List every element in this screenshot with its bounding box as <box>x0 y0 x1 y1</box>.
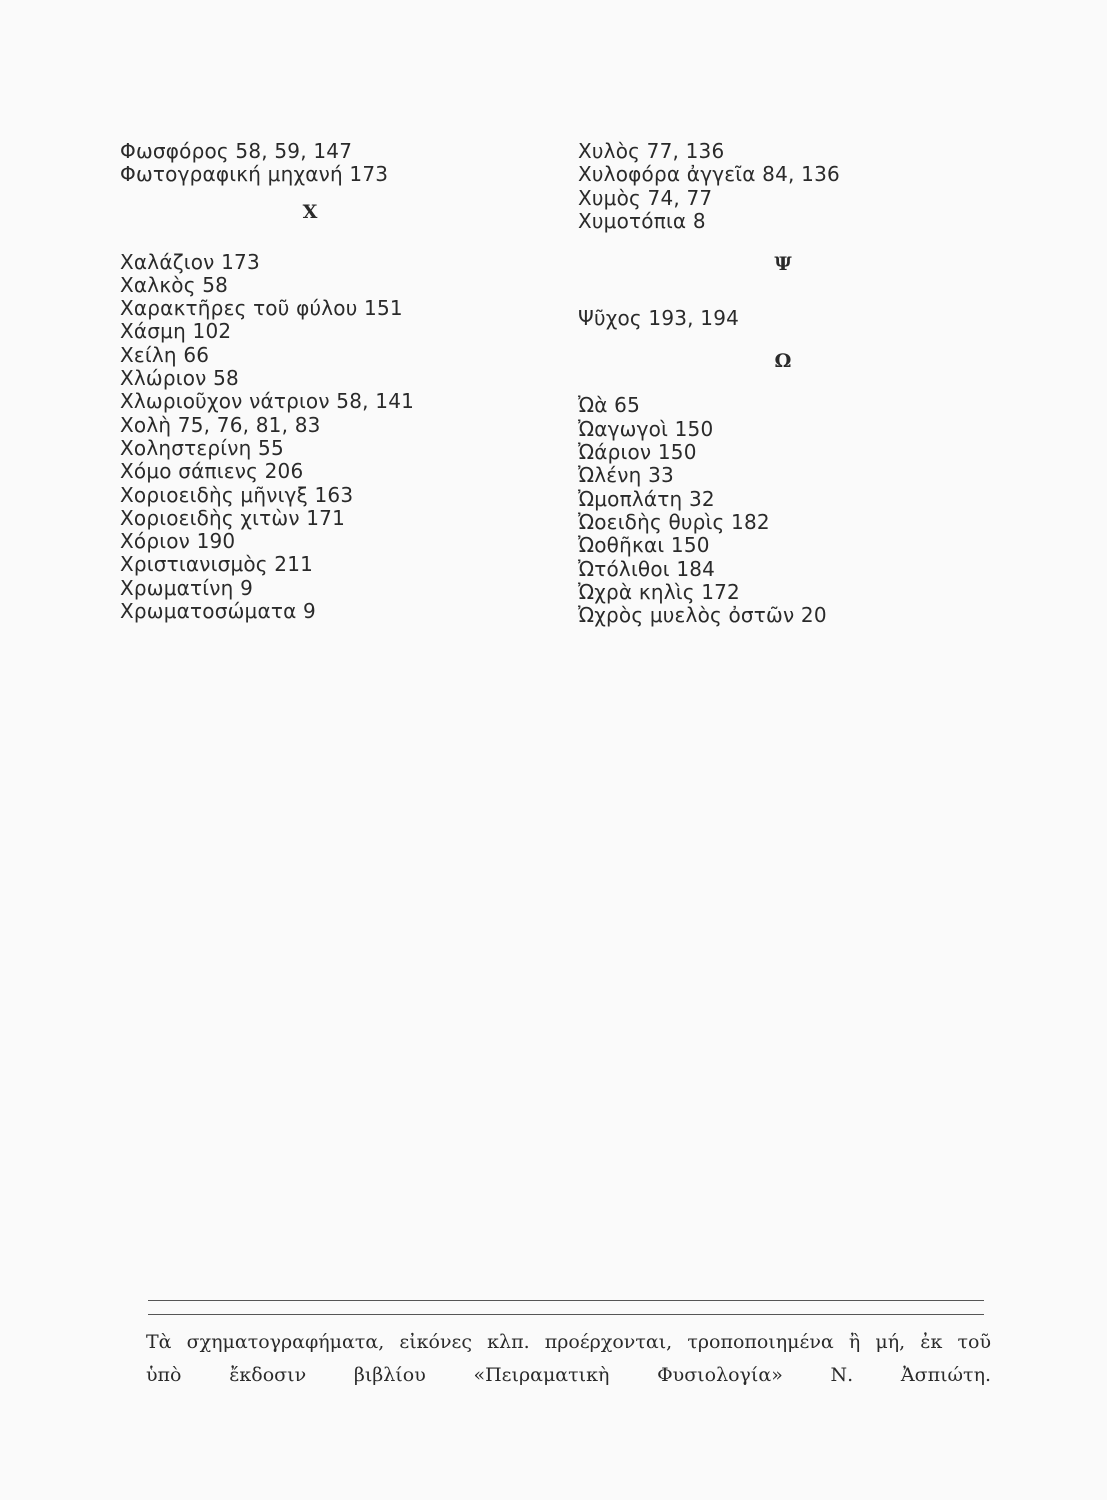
index-entry: Χοριοειδὴς χιτὼν 171 <box>120 505 346 530</box>
index-entry: Ὠτόλιθοι 184 <box>578 556 716 581</box>
entry-group-psi <box>578 307 1018 330</box>
index-entry: Χοριοειδὴς μῆνιγξ 163 <box>120 482 354 507</box>
entry-group-omega <box>578 394 1018 627</box>
footnote-line: ὑπὸ ἔκδοσιν βιβλίου «Πειραματικὴ Φυσιολογία» Ν. Ἀσπιώτη. <box>146 1364 991 1386</box>
index-entry: Χλωριοῦχον νάτριον 58, 141 <box>120 389 415 414</box>
index-entry: Χυμὸς 74, 77 <box>578 185 713 210</box>
footnote-line: Τὰ σχηματογραφήματα, εἰκόνες κλπ. προέρχονται, τροποποιημένα ἢ μή, ἐκ τοῦ <box>146 1331 991 1353</box>
index-entry: Χυμοτόπια 8 <box>578 208 706 233</box>
index-entry: Χόμο σάπιενς 206 <box>120 459 304 484</box>
index-entry: Ὠχρὸς μυελὸς ὀστῶν 20 <box>578 603 827 628</box>
index-entry: Ὠοειδὴς θυρὶς 182 <box>578 509 770 534</box>
index-entry: Χριστιανισμὸς 211 <box>120 552 314 577</box>
index-entry: Ὠλένη 33 <box>578 463 674 488</box>
index-entry: Χυλὸς 77, 136 <box>578 139 725 163</box>
footnote-rule-top <box>148 1300 984 1301</box>
index-entry: Χόριον 190 <box>120 529 236 554</box>
index-entry: Χαλκὸς 58 <box>120 272 229 297</box>
index-entry: Χλώριον 58 <box>120 366 239 391</box>
index-entry: Ὠάριον 150 <box>578 440 697 465</box>
index-entry: Φωσφόρος 58, 59, 147 <box>120 139 353 163</box>
footnote-rule-bottom <box>148 1314 984 1315</box>
entry-group-chi-continued <box>578 140 1018 233</box>
index-entry: Χαρακτῆρες τοῦ φύλου 151 <box>120 296 403 321</box>
index-column-right <box>578 140 1018 627</box>
index-entry: Φωτογραφική μηχανή 173 <box>120 162 389 187</box>
index-entry: Χάσμη 102 <box>120 319 232 344</box>
index-entry: Χρωματοσώματα 9 <box>120 599 316 624</box>
index-column-left <box>120 140 550 623</box>
index-entry: Ψῦχος 193, 194 <box>578 306 740 331</box>
index-entry: Χολὴ 75, 76, 81, 83 <box>120 412 321 437</box>
index-entry: Ὠμοπλάτη 32 <box>578 486 715 511</box>
index-entry: Χαλάζιον 173 <box>120 249 260 274</box>
index-entry: Ὠχρὰ κηλὶς 172 <box>578 579 740 604</box>
index-entry: Χρωματίνη 9 <box>120 575 253 600</box>
footnote <box>146 1326 991 1392</box>
section-heading-omega: Ω <box>774 350 792 373</box>
index-entry: Χοληστερίνη 55 <box>120 435 284 460</box>
entry-group-chi <box>120 251 550 624</box>
index-entry: Ὠοθῆκαι 150 <box>578 533 710 558</box>
section-heading-chi: Χ <box>302 200 318 223</box>
index-entry: Ὠὰ 65 <box>578 393 641 418</box>
index-entry: Χυλοφόρα ἀγγεῖα 84, 136 <box>578 162 840 187</box>
section-heading-psi: Ψ <box>774 253 792 276</box>
entry-group-phi <box>120 140 550 187</box>
index-entry: Χείλη 66 <box>120 342 210 367</box>
index-entry: Ὠαγωγοὶ 150 <box>578 416 714 441</box>
